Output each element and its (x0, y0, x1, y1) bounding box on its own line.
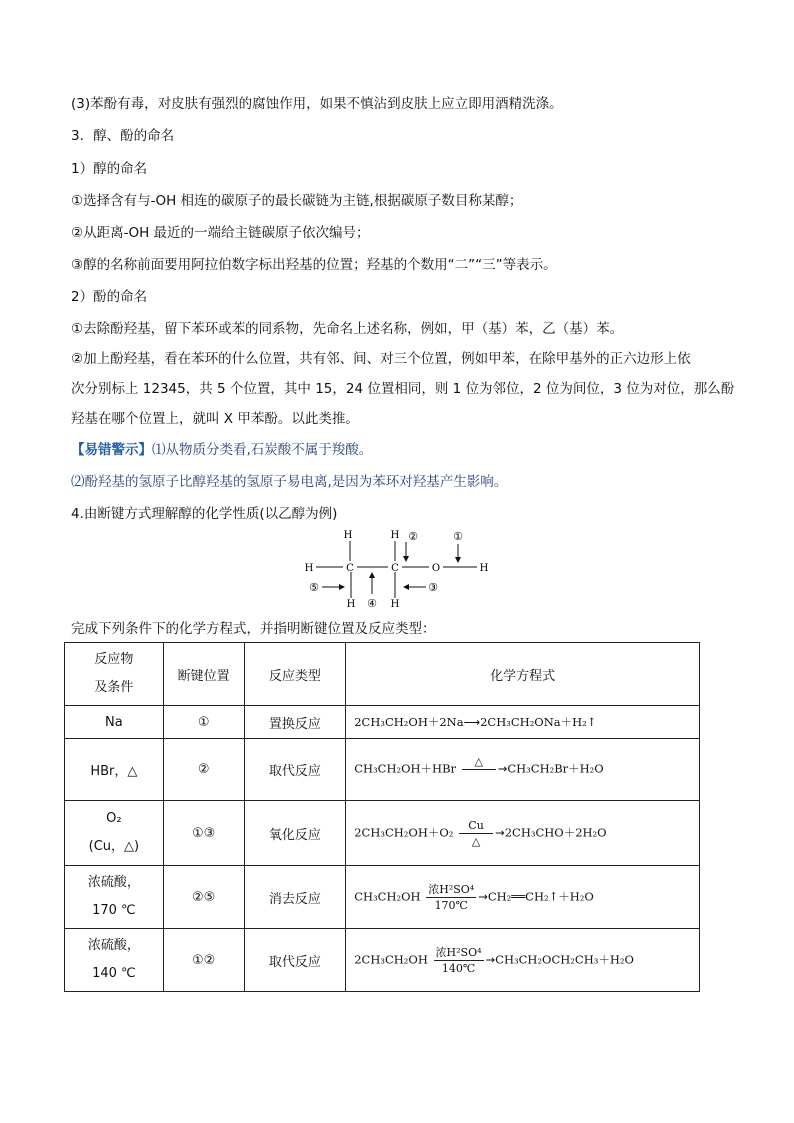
paragraph-phenol-rule-2a: ②加上酚羟基，看在苯环的什么位置，共有邻、间、对三个位置，例如甲苯，在除甲基外的正六边形上依 (71, 351, 691, 367)
row2-eq-arrowhead: → (497, 761, 508, 776)
row3-bond: ①③ (163, 801, 244, 866)
break-label-5: ⑤ (309, 581, 319, 594)
row4-type: 消去反应 (244, 866, 346, 929)
row2-type: 取代反应 (244, 739, 346, 801)
atom-o: O (431, 563, 441, 574)
row3-eq-catalyst: Cu (468, 818, 484, 832)
row1-eq-arrow: ⟶ (463, 715, 481, 729)
row1-conditions: Na (65, 706, 164, 739)
table-row (65, 866, 700, 929)
paragraph-phenol-toxic: (3)苯酚有毒，对皮肤有强烈的腐蚀作用，如果不慎沾到皮肤上应立即用酒精洗涤。 (71, 96, 563, 112)
atom-h-bottom-1: H (346, 599, 356, 610)
warning-line-1 (71, 441, 372, 459)
row3-eq-bar (459, 833, 493, 834)
row5-conditions-line1: 浓硫酸， (87, 938, 140, 953)
header-bond: 断键位置 (163, 643, 244, 706)
header-equation: 化学方程式 (346, 643, 700, 706)
row1-bond: ① (163, 706, 244, 739)
row3-eq-rhs: 2CH₃CHO＋2H₂O (504, 825, 607, 839)
header-conditions-line2: 及条件 (94, 680, 134, 695)
row1-eq-lhs: 2CH₃CH₂OH＋2Na (354, 715, 464, 729)
row2-equation (346, 739, 700, 801)
break-label-3: ③ (428, 581, 438, 594)
row5-eq-temp: 140℃ (441, 961, 476, 975)
paragraph-alcohol-rule-2: ②从距离-OH 最近的一端给主链碳原子依次编号； (71, 225, 370, 241)
warning-text-2: ⑵酚羟基的氢原子比醇羟基的氢原子易电离,是因为苯环对羟基产生影响。 (71, 474, 508, 490)
row5-eq-arrowhead: → (485, 952, 496, 966)
row4-eq-temp: 170℃ (434, 898, 468, 912)
row1-eq-rhs: 2CH₃CH₂ONa＋H₂↑ (480, 715, 597, 729)
row1-equation (346, 706, 700, 739)
row2-conditions: HBr，△ (65, 739, 164, 801)
paragraph-phenol-rule-2b: 次分别标上 12345，共 5 个位置，其中 15，24 位置相同，则 1 位为邻位，2 位为间位，3 位为对位，那么酚 (71, 381, 735, 397)
row3-eq-arrowhead: → (495, 825, 505, 839)
warning-label: 【易错警示】 (71, 442, 152, 458)
row4-conditions-line1: 浓硫酸， (87, 875, 140, 890)
atom-h-top-1: H (343, 530, 353, 541)
row4-eq-arrowhead: → (478, 889, 488, 903)
atom-h-right: H (479, 563, 489, 574)
row4-bond: ②⑤ (163, 866, 244, 929)
atom-h-top-2: H (390, 530, 400, 541)
row5-eq-reagent: 浓H²SO⁴ (435, 945, 482, 959)
header-conditions (65, 643, 164, 706)
row3-conditions-line2: (Cu，△) (88, 839, 140, 854)
row5-eq-rhs: CH₃CH₂OCH₂CH₃＋H₂O (495, 952, 634, 966)
table-header-row (65, 643, 700, 706)
table-row (65, 706, 700, 739)
row5-conditions (65, 929, 164, 992)
reaction-table (64, 642, 700, 992)
table-row (65, 929, 700, 992)
row2-eq-rhs: CH₃CH₂Br＋H₂O (507, 761, 604, 776)
row4-equation (346, 866, 700, 929)
row4-eq-lhs: CH₃CH₂OH (354, 889, 421, 903)
row5-conditions-line2: 140 ℃ (92, 966, 136, 981)
row5-type: 取代反应 (244, 929, 346, 992)
row2-eq-spacer (462, 771, 496, 784)
header-conditions-line1: 反应物 (94, 652, 134, 667)
row4-eq-reagent: 浓H²SO⁴ (428, 882, 475, 896)
row5-eq-bar (434, 960, 484, 961)
row2-eq-bar (462, 769, 496, 770)
atom-c-2: C (391, 563, 399, 574)
row4-conditions (65, 866, 164, 929)
row2-eq-lhs: CH₃CH₂OH＋HBr (354, 761, 457, 776)
row3-equation (346, 801, 700, 866)
row4-conditions-line2: 170 ℃ (92, 903, 136, 918)
atom-h-bottom-2: H (390, 599, 400, 610)
table-instruction: 完成下列条件下的化学方程式，并指明断键位置及反应类型： (71, 621, 436, 637)
atom-c-1: C (346, 563, 354, 574)
paragraph-phenol-rule-2c: 羟基在哪个位置上，就叫 X 甲苯酚。以此类推。 (71, 411, 359, 427)
paragraph-alcohol-rule-1: ①选择含有与-OH 相连的碳原子的最长碳链为主链,根据碳原子数目称某醇； (71, 193, 523, 209)
row3-eq-heat: △ (471, 834, 481, 848)
break-label-1: ① (453, 530, 463, 543)
row3-eq-arrow (459, 819, 493, 848)
ethanol-structure-diagram (298, 528, 498, 614)
row5-eq-lhs: 2CH₃CH₂OH (354, 952, 428, 966)
break-label-4: ④ (367, 597, 377, 610)
row5-equation (346, 929, 700, 992)
row3-conditions (65, 801, 164, 866)
table-row (65, 801, 700, 866)
row4-eq-arrow (426, 883, 476, 912)
break-label-2: ② (408, 530, 418, 543)
table-row (65, 739, 700, 801)
row4-eq-bar (426, 897, 476, 898)
row3-conditions-line1: O₂ (106, 811, 122, 826)
heading-alcohol-naming: 1）醇的命名 (71, 161, 148, 177)
warning-text-1: ⑴从物质分类看,石炭酸不属于羧酸。 (152, 442, 373, 458)
header-type: 反应类型 (244, 643, 346, 706)
row3-type: 氧化反应 (244, 801, 346, 866)
row2-bond: ② (163, 739, 244, 801)
heading-phenol-naming: 2）酚的命名 (71, 289, 148, 305)
paragraph-alcohol-rule-3: ③醇的名称前面要用阿拉伯数字标出羟基的位置；羟基的个数用“二”“三”等表示。 (71, 257, 557, 273)
paragraph-phenol-rule-1: ①去除酚羟基，留下苯环或苯的同系物，先命名上述名称，例如，甲（基）苯，乙（基）苯。 (71, 321, 624, 337)
row4-eq-rhs: CH₂══CH₂↑＋H₂O (487, 889, 594, 903)
atom-h-left: H (304, 563, 314, 574)
row2-eq-condition: △ (474, 755, 483, 768)
row5-eq-arrow (434, 946, 484, 975)
heading-naming: 3．醇、酚的命名 (71, 128, 175, 144)
row5-bond: ①② (163, 929, 244, 992)
row1-type: 置换反应 (244, 706, 346, 739)
row2-eq-arrow (462, 755, 496, 784)
heading-ethanol-properties: 4.由断键方式理解醇的化学性质(以乙醇为例) (71, 506, 338, 522)
row3-eq-lhs: 2CH₃CH₂OH＋O₂ (354, 825, 454, 839)
